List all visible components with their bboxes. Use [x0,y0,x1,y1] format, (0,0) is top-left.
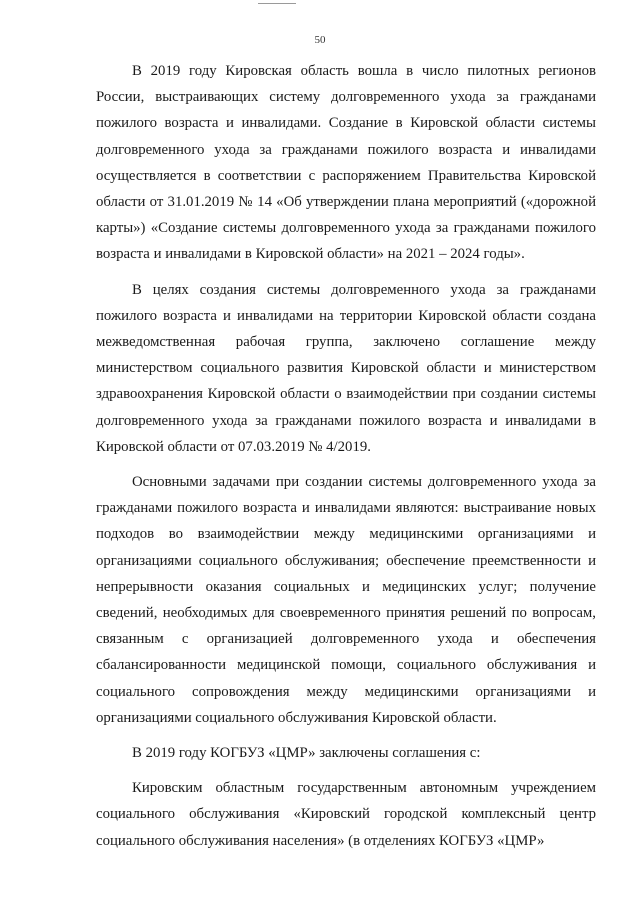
paragraph-pilot-region: В 2019 году Кировская область вошла в число пилотных регионов России, выстраивающих систему долговременного ухода за гражданами пожилого возраста и инвалидами. Создание в Кировской области системы долговременного ухода за гражданами пожилого возраста и инвалидами осуществляется в соответствии с распоряжением Правительства Кировской области от 31.01.2019 № 14 «Об утверждении плана мероприятий («дорожной карты») «Создание системы долговременного ухода за гражданами пожилого возраста и инвалидами в Кировской области» на 2021 – 2024 годы». [96,63,596,263]
paragraph-main-tasks: Основными задачами при создании системы долговременного ухода за гражданами пожилого возраста и инвалидами являются: выстраивание новых подходов во взаимодействии между медицинскими организациями и организациями социального обслуживания; обеспечение преемственности и непрерывности оказания социальных и медицинских услуг; получение сведений, необходимых для своевременного принятия решений по вопросам, связанным с организацией долговременного ухода и обеспечения сбалансированности медицинской помощи, социального обслуживания и социального сопровождения между медицинскими организациями и организациями социального обслуживания Кировской области. [96,474,596,726]
paragraph-kirov-institution: Кировским областным государственным автономным учреждением социального обслуживания «Кировский городской комплексный центр социального обслуживания населения» (в отделениях КОГБУЗ «ЦМР» [96,780,596,849]
top-edge-mark [258,3,296,4]
page-number: 50 [314,34,326,46]
document-body [96,58,596,854]
paragraph-working-group: В целях создания системы долговременного ухода за гражданами пожилого возраста и инвалидами на территории Кировской области создана межведомственная рабочая группа, заключено соглашение между министерством социального развития Кировской области и министерством здравоохранения Кировской области о взаимодействии при создании системы долговременного ухода за гражданами пожилого возраста и инвалидами в Кировской области от 07.03.2019 № 4/2019. [96,281,596,455]
paragraph-agreements: В 2019 году КОГБУЗ «ЦМР» заключены соглашения с: [132,745,481,762]
